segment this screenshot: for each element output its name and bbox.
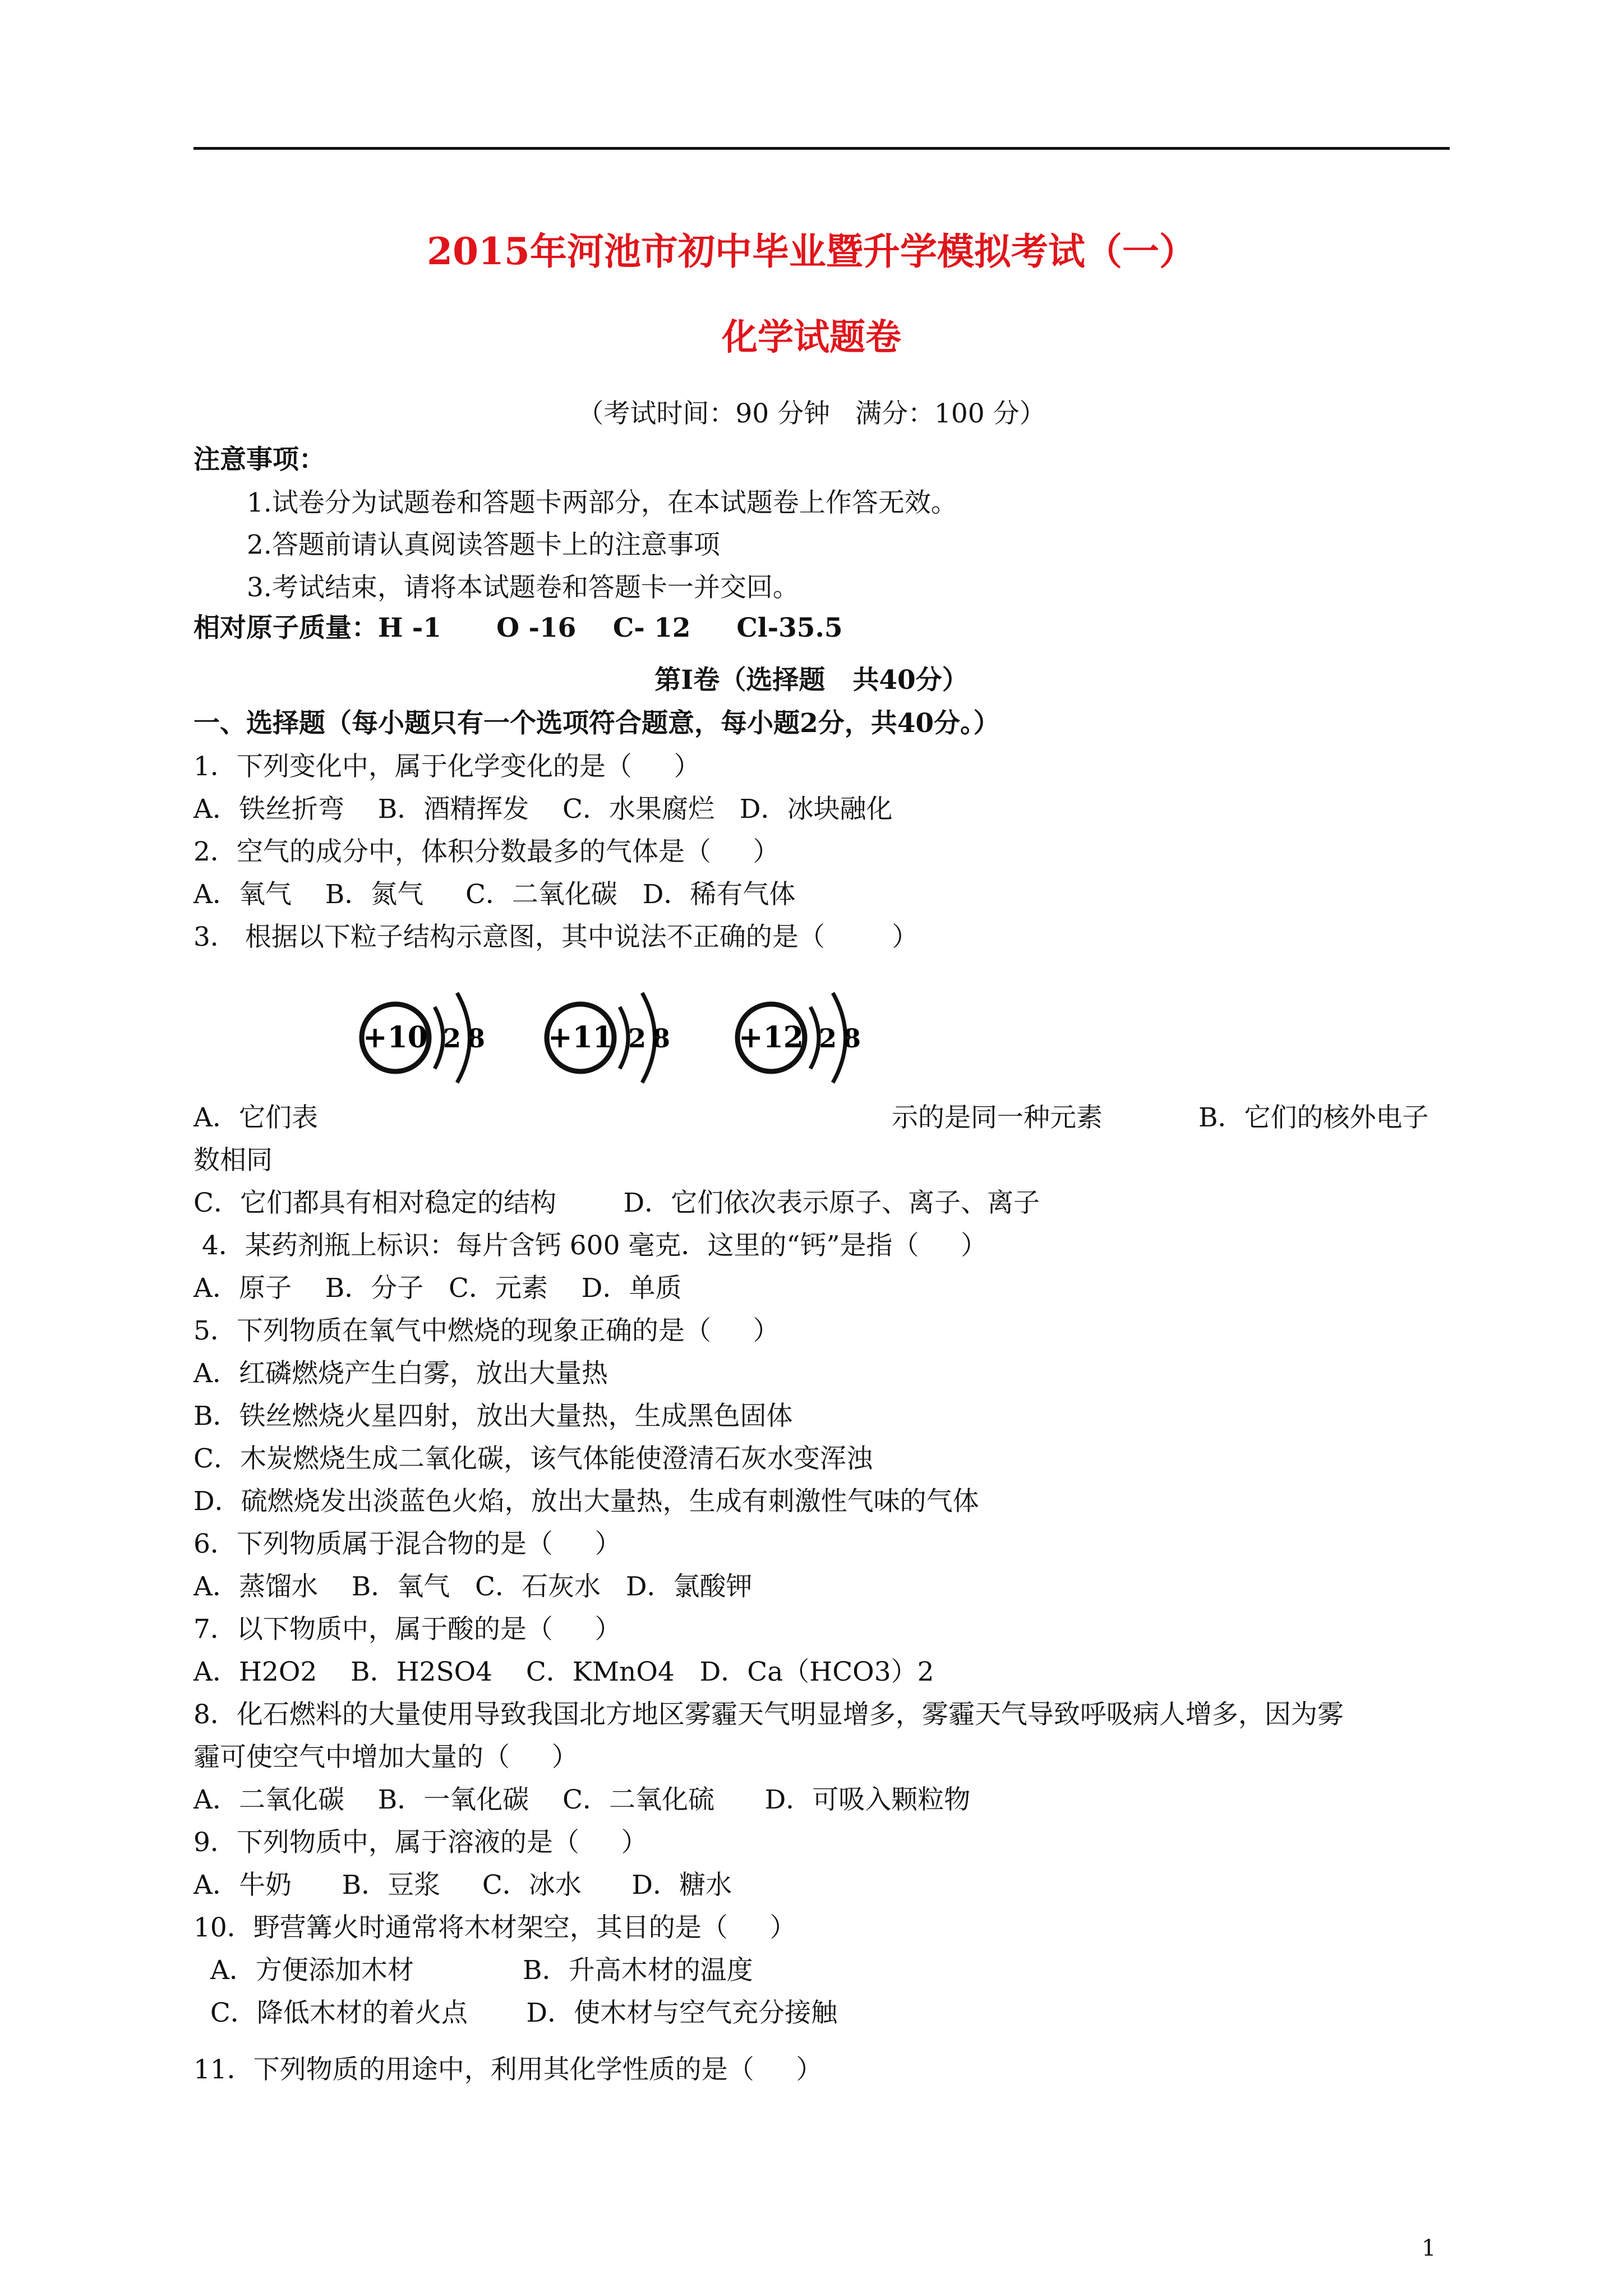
question-10-options-ab: A．方便添加木材 B．升高木材的温度 xyxy=(193,1955,753,1986)
notes-heading: 注意事项： xyxy=(193,444,325,475)
exam-title: 2015年河池市初中毕业暨升学模拟考试（一） xyxy=(427,229,1196,273)
question-5: 5．下列物质在氧气中燃烧的现象正确的是（ ） xyxy=(193,1315,780,1346)
question-2-options: A．氧气 B．氮气 C．二氧化碳 D．稀有气体 xyxy=(193,879,796,910)
question-2: 2．空气的成分中，体积分数最多的气体是（ ） xyxy=(193,836,780,867)
question-10-options-cd: C．降低木材的着火点 D．使木材与空气充分接触 xyxy=(193,1998,838,2028)
question-5-option-c: C．木炭燃烧生成二氧化碳，该气体能使澄清石灰水变浑浊 xyxy=(193,1443,873,1474)
atomic-mass: 相对原子质量：H -1 O -16 C- 12 Cl-35.5 xyxy=(193,613,843,643)
question-3-option-a-part2: 示的是同一种元素 xyxy=(892,1102,1103,1133)
question-3-options-cd: C．它们都具有相对稳定的结构 D．它们依次表示原子、离子、离子 xyxy=(193,1188,1040,1218)
question-8: 8．化石燃料的大量使用导致我国北方地区雾霾天气明显增多，雾霾天气导致呼吸病人增多，因为雾 xyxy=(193,1699,1344,1730)
question-7-options: A．H2O2 B．H2SO4 C．KMnO4 D．Ca（HCO3）2 xyxy=(193,1657,934,1687)
question-5-option-b: B．铁丝燃烧火星四射，放出大量热，生成黑色固体 xyxy=(193,1401,793,1432)
question-8-cont: 霾可使空气中增加大量的（ ） xyxy=(193,1742,578,1773)
question-5-option-a: A．红磷燃烧产生白雾，放出大量热 xyxy=(193,1358,608,1389)
nucleus-label: +12 xyxy=(739,1020,804,1055)
question-9: 9．下列物质中，属于溶液的是（ ） xyxy=(193,1827,648,1858)
note-item: 2.答题前请认真阅读答题卡上的注意事项 xyxy=(247,530,720,560)
particle-diagram-ne xyxy=(362,993,485,1083)
question-3-option-b-cont: 数相同 xyxy=(193,1145,273,1176)
part-heading: 一、选择题（每小题只有一个选项符合题意，每小题2分，共40分。） xyxy=(193,708,1000,739)
exam-subtitle: 化学试题卷 xyxy=(722,316,901,358)
shell-count: 2 xyxy=(628,1023,647,1053)
question-3-option-b: B．它们的核外电子 xyxy=(1198,1102,1429,1133)
shell-count: 2 xyxy=(443,1023,462,1053)
question-4: 4．某药剂瓶上标识：每片含钙 600 毫克．这里的“钙”是指（ ） xyxy=(193,1230,988,1261)
shell-count: 8 xyxy=(652,1023,671,1053)
question-9-options: A．牛奶 B．豆浆 C．冰水 D．糖水 xyxy=(193,1870,732,1901)
exam-info: （考试时间：90 分钟 满分：100 分） xyxy=(577,398,1046,429)
nucleus-label: +10 xyxy=(363,1020,428,1055)
question-1-options: A．铁丝折弯 B．酒精挥发 C．水果腐烂 D．冰块融化 xyxy=(193,794,893,825)
header-rule xyxy=(193,147,1450,150)
shell-count: 2 xyxy=(819,1023,837,1053)
question-1: 1．下列变化中，属于化学变化的是（ ） xyxy=(193,751,700,782)
note-item: 3.考试结束，请将本试题卷和答题卡一并交回。 xyxy=(247,572,799,603)
nucleus-label: +11 xyxy=(548,1020,613,1055)
question-7: 7．以下物质中，属于酸的是（ ） xyxy=(193,1614,621,1645)
question-10: 10．野营篝火时通常将木材架空，其目的是（ ） xyxy=(193,1912,796,1943)
volume-heading: 第Ⅰ卷（选择题 共40分） xyxy=(654,665,969,696)
question-4-options: A．原子 B．分子 C．元素 D．单质 xyxy=(193,1273,682,1304)
question-8-options: A．二氧化碳 B．一氧化碳 C．二氧化硫 D．可吸入颗粒物 xyxy=(193,1784,971,1815)
shell-count: 8 xyxy=(467,1023,486,1053)
question-3-option-a-part1: A．它们表 xyxy=(193,1102,318,1133)
question-6-options: A．蒸馏水 B．氧气 C．石灰水 D．氯酸钾 xyxy=(193,1571,753,1602)
particle-diagram-na xyxy=(547,993,670,1083)
particle-structure-diagrams xyxy=(359,984,886,1091)
note-item: 1.试卷分为试题卷和答题卡两部分，在本试题卷上作答无效。 xyxy=(247,487,957,518)
page-number: 1 xyxy=(1422,2235,1436,2261)
question-5-option-d: D．硫燃烧发出淡蓝色火焰，放出大量热，生成有刺激性气味的气体 xyxy=(193,1486,979,1517)
particle-diagram-mg xyxy=(737,993,861,1083)
question-11: 11．下列物质的用途中，利用其化学性质的是（ ） xyxy=(193,2054,823,2085)
question-6: 6．下列物质属于混合物的是（ ） xyxy=(193,1529,621,1559)
question-3: 3． 根据以下粒子结构示意图，其中说法不正确的是（ ） xyxy=(193,922,919,953)
shell-count: 8 xyxy=(843,1023,861,1053)
